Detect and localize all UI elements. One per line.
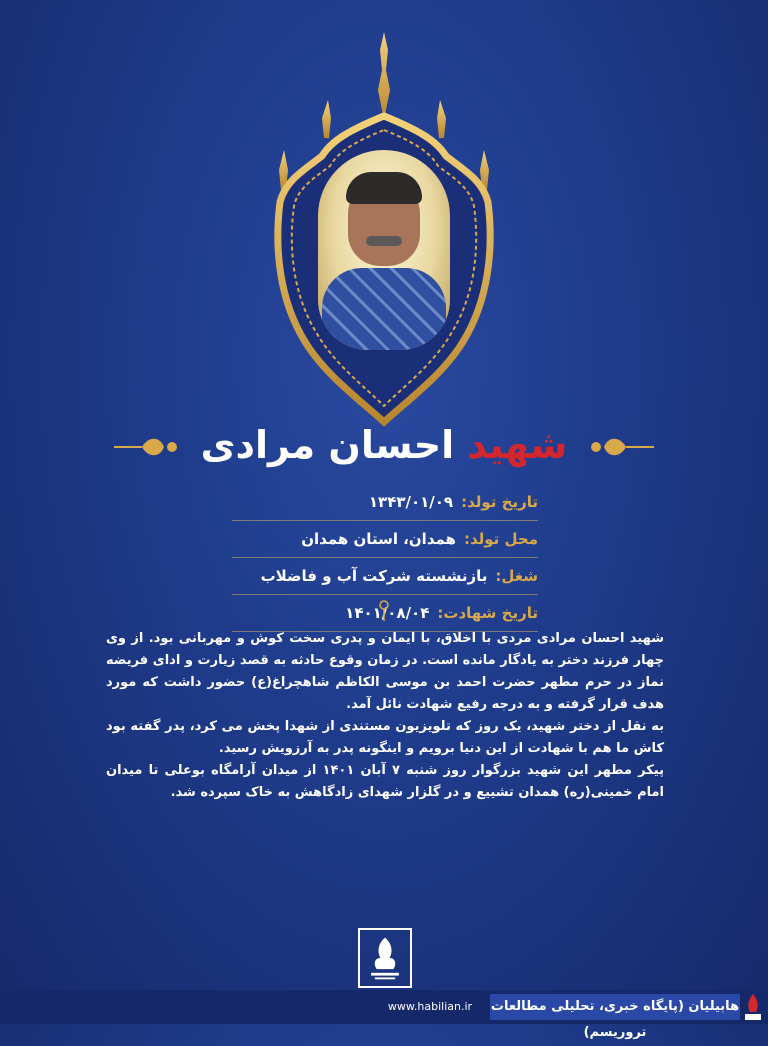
- info-value: همدان، استان همدان: [301, 530, 456, 548]
- bio-paragraph: به نقل از دختر شهید، یک روز که تلویزیون مستندی از شهدا پخش می کرد، پدر گفته بود کاش ما هم با شهادت از این دنیا برویم و اینگونه پدر به آرزویش رسید.: [106, 719, 664, 756]
- bio-paragraph: پیکر مطهر این شهید بزرگوار روز شنبه ۷ آبان ۱۴۰۱ از میدان آرامگاه بوعلی تا میدان امام خمینی(ره) همدان تشییع و در گلزار شهدای زادگاهش به خاک سپرده شد.: [106, 763, 664, 800]
- info-row-birth-place: [232, 521, 538, 558]
- footer-url[interactable]: www.habilian.ir: [387, 1000, 473, 1013]
- footer-logo-icon: [742, 992, 764, 1022]
- title-prefix: شهید: [467, 423, 568, 467]
- portrait-hair: [346, 172, 422, 204]
- info-label: شغل:: [495, 567, 538, 585]
- bio-paragraph: شهید احسان مرادی مردی با اخلاق، با ایمان و پدری سخت کوش و مهربانی بود. از وی چهار فرزند دختر به یادگار مانده است. در زمان وقوع حادثه به قصد زیارت و ادای فریضه نماز در حرم مطهر حضرت احمد بن موسی الکاظم شاهچراغ(ع) حضور داشت که مورد هدف قرار گرفته و به درجه رفیع شهادت نائل آمد.: [106, 631, 664, 712]
- info-value: ۱۳۴۳/۰۱/۰۹: [368, 493, 454, 511]
- divider-ornament-icon: [378, 600, 390, 622]
- page-title: [0, 420, 768, 470]
- info-value: بازنشسته شرکت آب و فاضلاب: [260, 567, 488, 585]
- info-row-birth-date: [232, 484, 538, 521]
- info-label: تاریخ شهادت:: [437, 604, 538, 622]
- portrait-shirt: [322, 268, 446, 350]
- info-label: تاریخ تولد:: [461, 493, 538, 511]
- footer-brand: هابیلیان (پایگاه خبری، تحلیلی مطالعات تروریسم): [490, 994, 740, 1020]
- info-value: ۱۴۰۱/۰۸/۰۴: [345, 604, 430, 622]
- martyr-name: احسان مرادی: [200, 423, 455, 467]
- info-label: محل تولد:: [463, 530, 538, 548]
- habilian-logo-icon: [358, 928, 412, 988]
- portrait-mustache: [366, 236, 402, 246]
- biography: [106, 628, 664, 804]
- martyr-portrait: [318, 150, 450, 350]
- info-row-occupation: [232, 558, 538, 595]
